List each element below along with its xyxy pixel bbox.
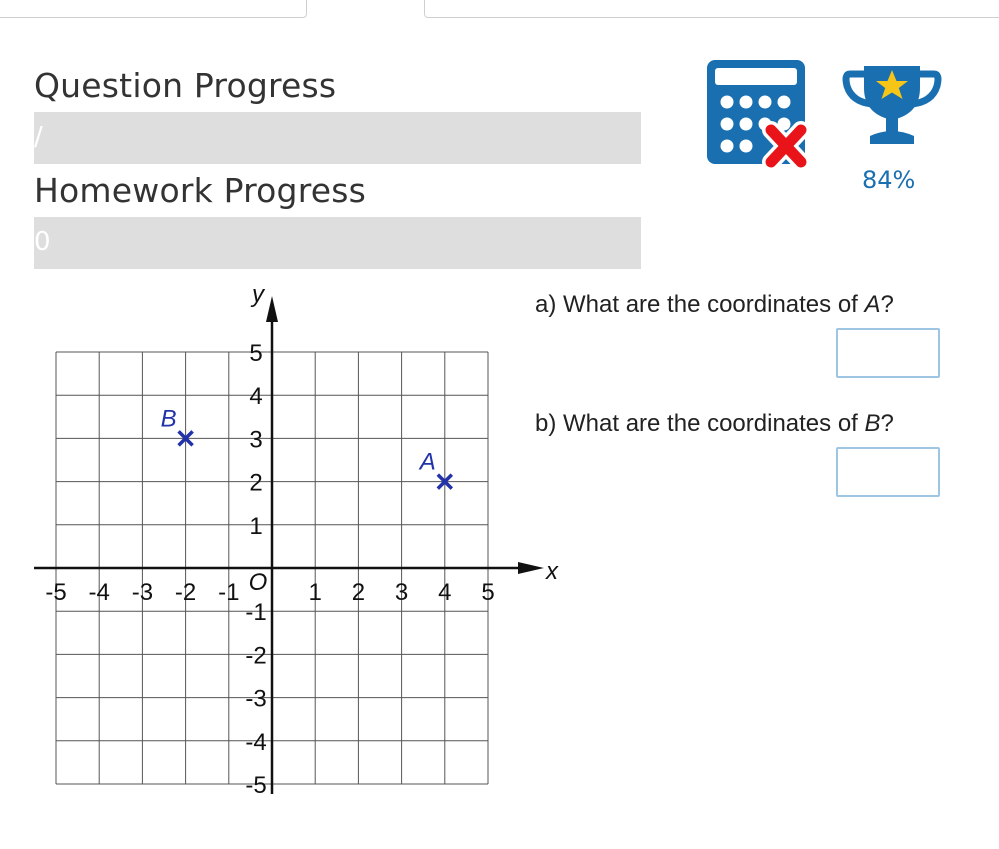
y-axis-label: y [252,281,264,308]
y-tick-label: -5 [245,772,267,799]
x-tick-label: -2 [174,579,197,606]
question-a-text: a) What are the coordinates of [535,291,865,318]
y-tick-label: 1 [249,512,263,540]
trophy-icon [840,60,944,152]
answer-a-input[interactable] [836,328,940,378]
question-a-variable: A [864,291,881,318]
score-percent: 84% [862,166,916,194]
point-b-label: B [160,405,177,433]
x-axis-label: x [546,558,558,585]
origin-label: O [248,569,268,596]
question-progress-value: / [34,122,43,152]
tab-right[interactable] [424,0,999,18]
homework-progress-value: 0 [34,227,51,257]
calculator-not-allowed-icon [705,58,813,180]
y-tick-label: -3 [245,685,267,713]
x-tick-label: 3 [394,579,409,606]
question-b [535,410,894,438]
y-tick-label: 4 [249,383,263,411]
y-tick-label: 3 [249,426,263,454]
x-tick-label: 5 [481,579,495,606]
x-tick-label: -5 [45,579,67,606]
x-tick-label: -4 [88,579,110,606]
y-tick-label: 5 [249,340,263,367]
x-tick-label: 4 [438,579,452,606]
question-b-mark: ? [880,410,894,437]
y-axis-arrow [266,296,278,322]
x-tick-label: -3 [131,579,154,606]
x-tick-label: 2 [351,579,366,606]
coordinate-grid [0,280,580,800]
y-tick-label: 2 [249,469,263,497]
question-b-variable: B [864,410,881,437]
question-progress-bar [34,112,641,164]
question-b-text: b) What are the coordinates of [535,410,865,437]
x-tick-label: 1 [308,579,322,606]
answer-b-input[interactable] [836,447,940,497]
x-tick-label: -1 [218,579,240,606]
question-progress-label: Question Progress [34,66,337,105]
y-tick-label: -2 [245,642,267,670]
question-a-mark: ? [880,291,894,318]
tab-left[interactable] [0,0,307,18]
point-a-label: A [419,448,436,476]
homework-progress-label: Homework Progress [34,171,367,210]
homework-progress-bar [34,217,641,269]
y-tick-label: -1 [245,599,267,627]
y-tick-label: -4 [245,728,267,756]
question-a [535,291,894,319]
x-axis-arrow [518,562,544,574]
